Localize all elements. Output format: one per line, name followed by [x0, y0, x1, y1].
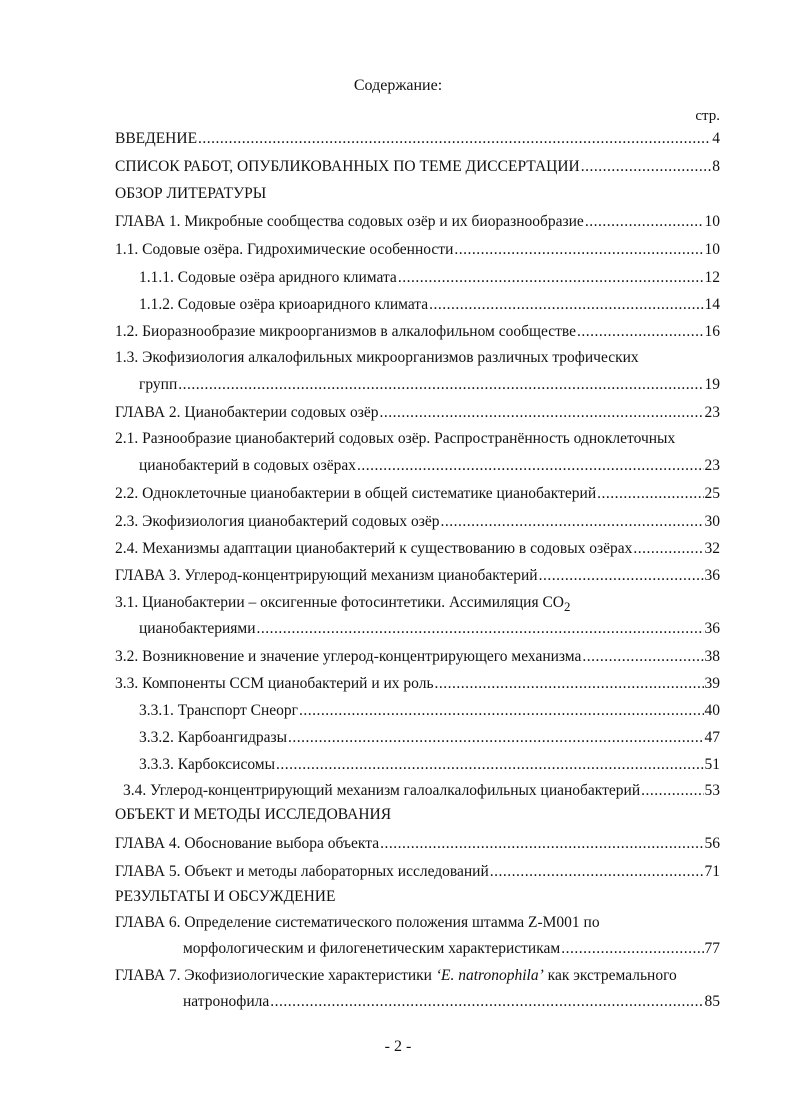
- toc-entry: 3.2. Возникновение и значение углерод-концентрирующего механизма ..... 38: [115, 645, 720, 667]
- toc-section-heading: ОБЪЕКТ И МЕТОДЫ ИССЛЕДОВАНИЯ: [115, 806, 392, 823]
- toc-entry: ГЛАВА 4. Обоснование выбора объекта ..... 56: [115, 832, 720, 854]
- toc-entry: 2.3. Экофизиология цианобактерий содовых озёр ..... 30: [115, 510, 720, 532]
- toc-entry: 3.3.3. Карбоксисомы ..... 51: [139, 753, 720, 775]
- toc-entry: ГЛАВА 5. Объект и методы лабораторных исследований ..... 71: [115, 860, 720, 882]
- toc-entry: 3.3. Компоненты CCM цианобактерий и их роль ..... 39: [115, 672, 720, 694]
- page-number: - 2 -: [384, 1038, 412, 1055]
- toc-entry: 3.4. Углерод-концентрирующий механизм галоалкалофильных цианобактерий ..... 53: [123, 779, 720, 801]
- toc-entry: ГЛАВА 1. Микробные сообщества содовых озёр и их биоразнообразие ..... 10: [115, 210, 720, 232]
- toc-entry: групп ..... 19: [139, 373, 720, 395]
- toc-entry-line: 3.1. Цианобактерии – оксигенные фотосинтетики. Ассимиляция $CO_2$: [115, 594, 571, 615]
- toc-entry-line: ГЛАВА 6. Определение систематического положения штамма Z-M001 по: [115, 914, 600, 931]
- toc-entry-line: ГЛАВА 7. Экофизиологические характеристики ‘E. natronophila’ как экстремального: [115, 967, 677, 984]
- toc-entry: 1.1. Содовые озёра. Гидрохимические особенности ..... 10: [115, 238, 720, 260]
- toc-section-heading: ОБЗОР ЛИТЕРАТУРЫ: [115, 185, 267, 202]
- toc-entry-line: 2.1. Разнообразие цианобактерий содовых озёр. Распространённость одноклеточных: [115, 430, 676, 447]
- toc-entry: натронофила ..... 85: [183, 990, 720, 1012]
- toc-entry: цианобактериями ..... 36: [139, 617, 720, 639]
- toc-entry: ГЛАВА 3. Углерод-концентрирующий механизм цианобактерий ..... 36: [115, 564, 720, 586]
- page-title: Содержание:: [353, 77, 443, 94]
- toc-entry: ГЛАВА 2. Цианобактерии содовых озёр ..... 23: [115, 401, 720, 423]
- toc-entry-line: 1.3. Экофизиология алкалофильных микроорганизмов различных трофических: [115, 349, 639, 366]
- toc-entry: СПИСОК РАБОТ, ОПУБЛИКОВАННЫХ ПО ТЕМЕ ДИССЕРТАЦИИ ..... 8: [115, 155, 720, 177]
- toc-entry: 2.2. Одноклеточные цианобактерии в общей систематике цианобактерий ..... 25: [115, 482, 720, 504]
- toc-entry: 3.3.2. Карбоангидразы ..... 47: [139, 726, 720, 748]
- toc-entry: 1.1.1. Содовые озёра аридного климата ..... 12: [139, 266, 720, 288]
- toc-section-heading: РЕЗУЛЬТАТЫ И ОБСУЖДЕНИЕ: [115, 888, 336, 905]
- toc-entry: ВВЕДЕНИЕ ..... 4: [115, 127, 720, 149]
- toc-entry: 3.3.1. Транспорт Cнеорг ..... 40: [139, 699, 720, 721]
- toc-entry: цианобактерий в содовых озёрах ..... 23: [139, 454, 720, 476]
- toc-entry: 2.4. Механизмы адаптации цианобактерий к существованию в содовых озёрах ..... 32: [115, 537, 720, 559]
- toc-entry: 1.2. Биоразнообразие микроорганизмов в алкалофильном сообществе ..... 16: [115, 320, 720, 342]
- page-column-label: стр.: [695, 108, 720, 124]
- toc-entry: 1.1.2. Содовые озёра криоаридного климата ..... 14: [139, 293, 720, 315]
- toc-entry: морфологическим и филогенетическим характеристикам ..... 77: [183, 937, 720, 959]
